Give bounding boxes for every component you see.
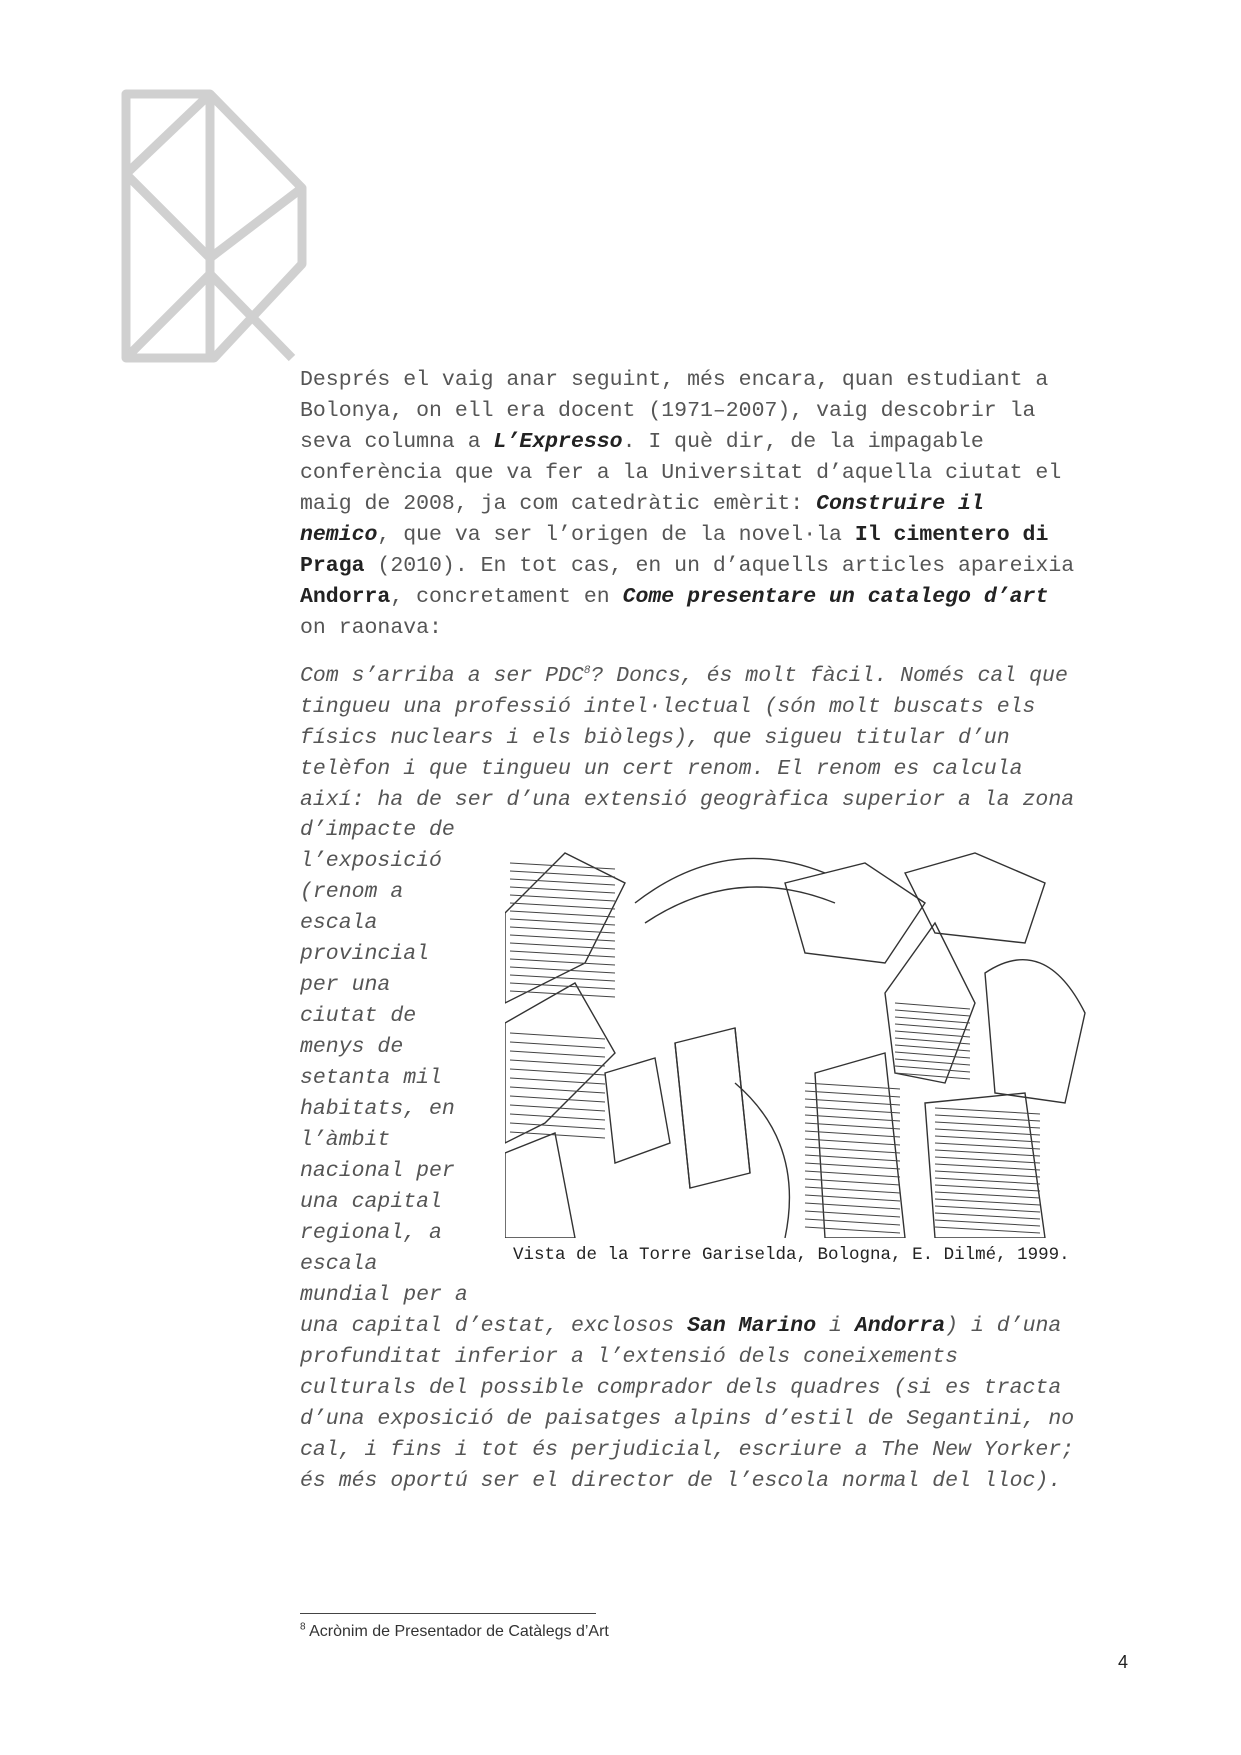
footnote-separator <box>300 1613 596 1614</box>
page-number: 4 <box>1118 1652 1129 1672</box>
quote-line: l’exposició <box>300 849 442 873</box>
body-paragraph: Després el vaig anar seguint, més encara, quan estudiant a Bolonya, on ell era docent (1971–2007), vaig descobrir la seva columna a L’Expresso. I què dir, de la impagable conferència que va fer a la Universitat d’aquella ciutat el maig de 2008, ja com catedràtic emèrit: Construire il nemico, que va ser l’origen de la novel·la Il cimentero di Praga (2010). En tot cas, en un d’aquells articles apareixia Andorra, concretament en Come presentare un catalego d’art on raonava: <box>300 368 1075 640</box>
quote-line: per una <box>300 973 391 997</box>
quote-line: l’àmbit <box>300 1128 391 1152</box>
emph-cimentero: Il cimentero di <box>854 523 1049 547</box>
quote-line: d’impacte de <box>300 818 455 842</box>
figure-caption: Vista de la Torre Gariselda, Bologna, E. Dilmé, 1999. <box>513 1245 1070 1265</box>
footnote-number: 8 <box>300 1621 306 1633</box>
quote-narrow-column <box>300 815 468 1311</box>
quote-line: regional, a <box>300 1221 442 1245</box>
footnote-ref: 8 <box>583 664 591 677</box>
footnote-text: Acrònim de Presentador de Catàlegs d’Art <box>309 1623 609 1640</box>
footnote <box>300 1623 609 1641</box>
quote-line: menys de <box>300 1035 404 1059</box>
publisher-logo <box>120 88 310 364</box>
emph-andorra-2: Andorra <box>854 1314 946 1338</box>
quote-line: provincial <box>300 942 430 966</box>
quote-line: escala <box>300 911 378 935</box>
emph-construire: Construire il <box>816 492 984 516</box>
quote-line: habitats, en <box>300 1097 455 1121</box>
quote-line: nacional per <box>300 1159 455 1183</box>
quote-continuation: una capital d’estat, exclosos San Marino i Andorra) i d’una profunditat inferior a l’extensió dels coneixements culturals del possible comprador dels quadres (si es tracta d’una exposició de paisatges alpins d’estil de Segantini, no cal, i fins i tot és perjudicial, escriure a The New Yorker; és més oportú ser el director de l’escola normal del lloc). <box>300 1314 1075 1493</box>
quote-line: (renom a <box>300 880 404 904</box>
quote-line: ciutat de <box>300 1004 417 1028</box>
quote-line: una capital <box>300 1190 442 1214</box>
quote-line: setanta mil <box>300 1066 442 1090</box>
sketch-illustration <box>505 843 1105 1238</box>
emph-andorra: Andorra <box>300 585 391 609</box>
emph-come-presentare: Come presentare un catalego d’art <box>622 585 1049 609</box>
quote-line: escala <box>300 1252 378 1276</box>
quote-line: mundial per a <box>300 1283 468 1307</box>
emph-lexpresso: L’Expresso <box>493 430 623 454</box>
emph-san-marino: San Marino <box>687 1314 817 1338</box>
quote-intro: Com s’arriba a ser PDC$^8$? Doncs, és molt fàcil. Només cal que tingueu una professió intel·lectual (són molt buscats els físics nuclears i els biòlegs), que sigueu titular d’un telèfon i que tingueu un cert renom. El renom es calcula així: ha de ser d’una extensió geogràfica superior a la zona <box>300 664 1075 812</box>
